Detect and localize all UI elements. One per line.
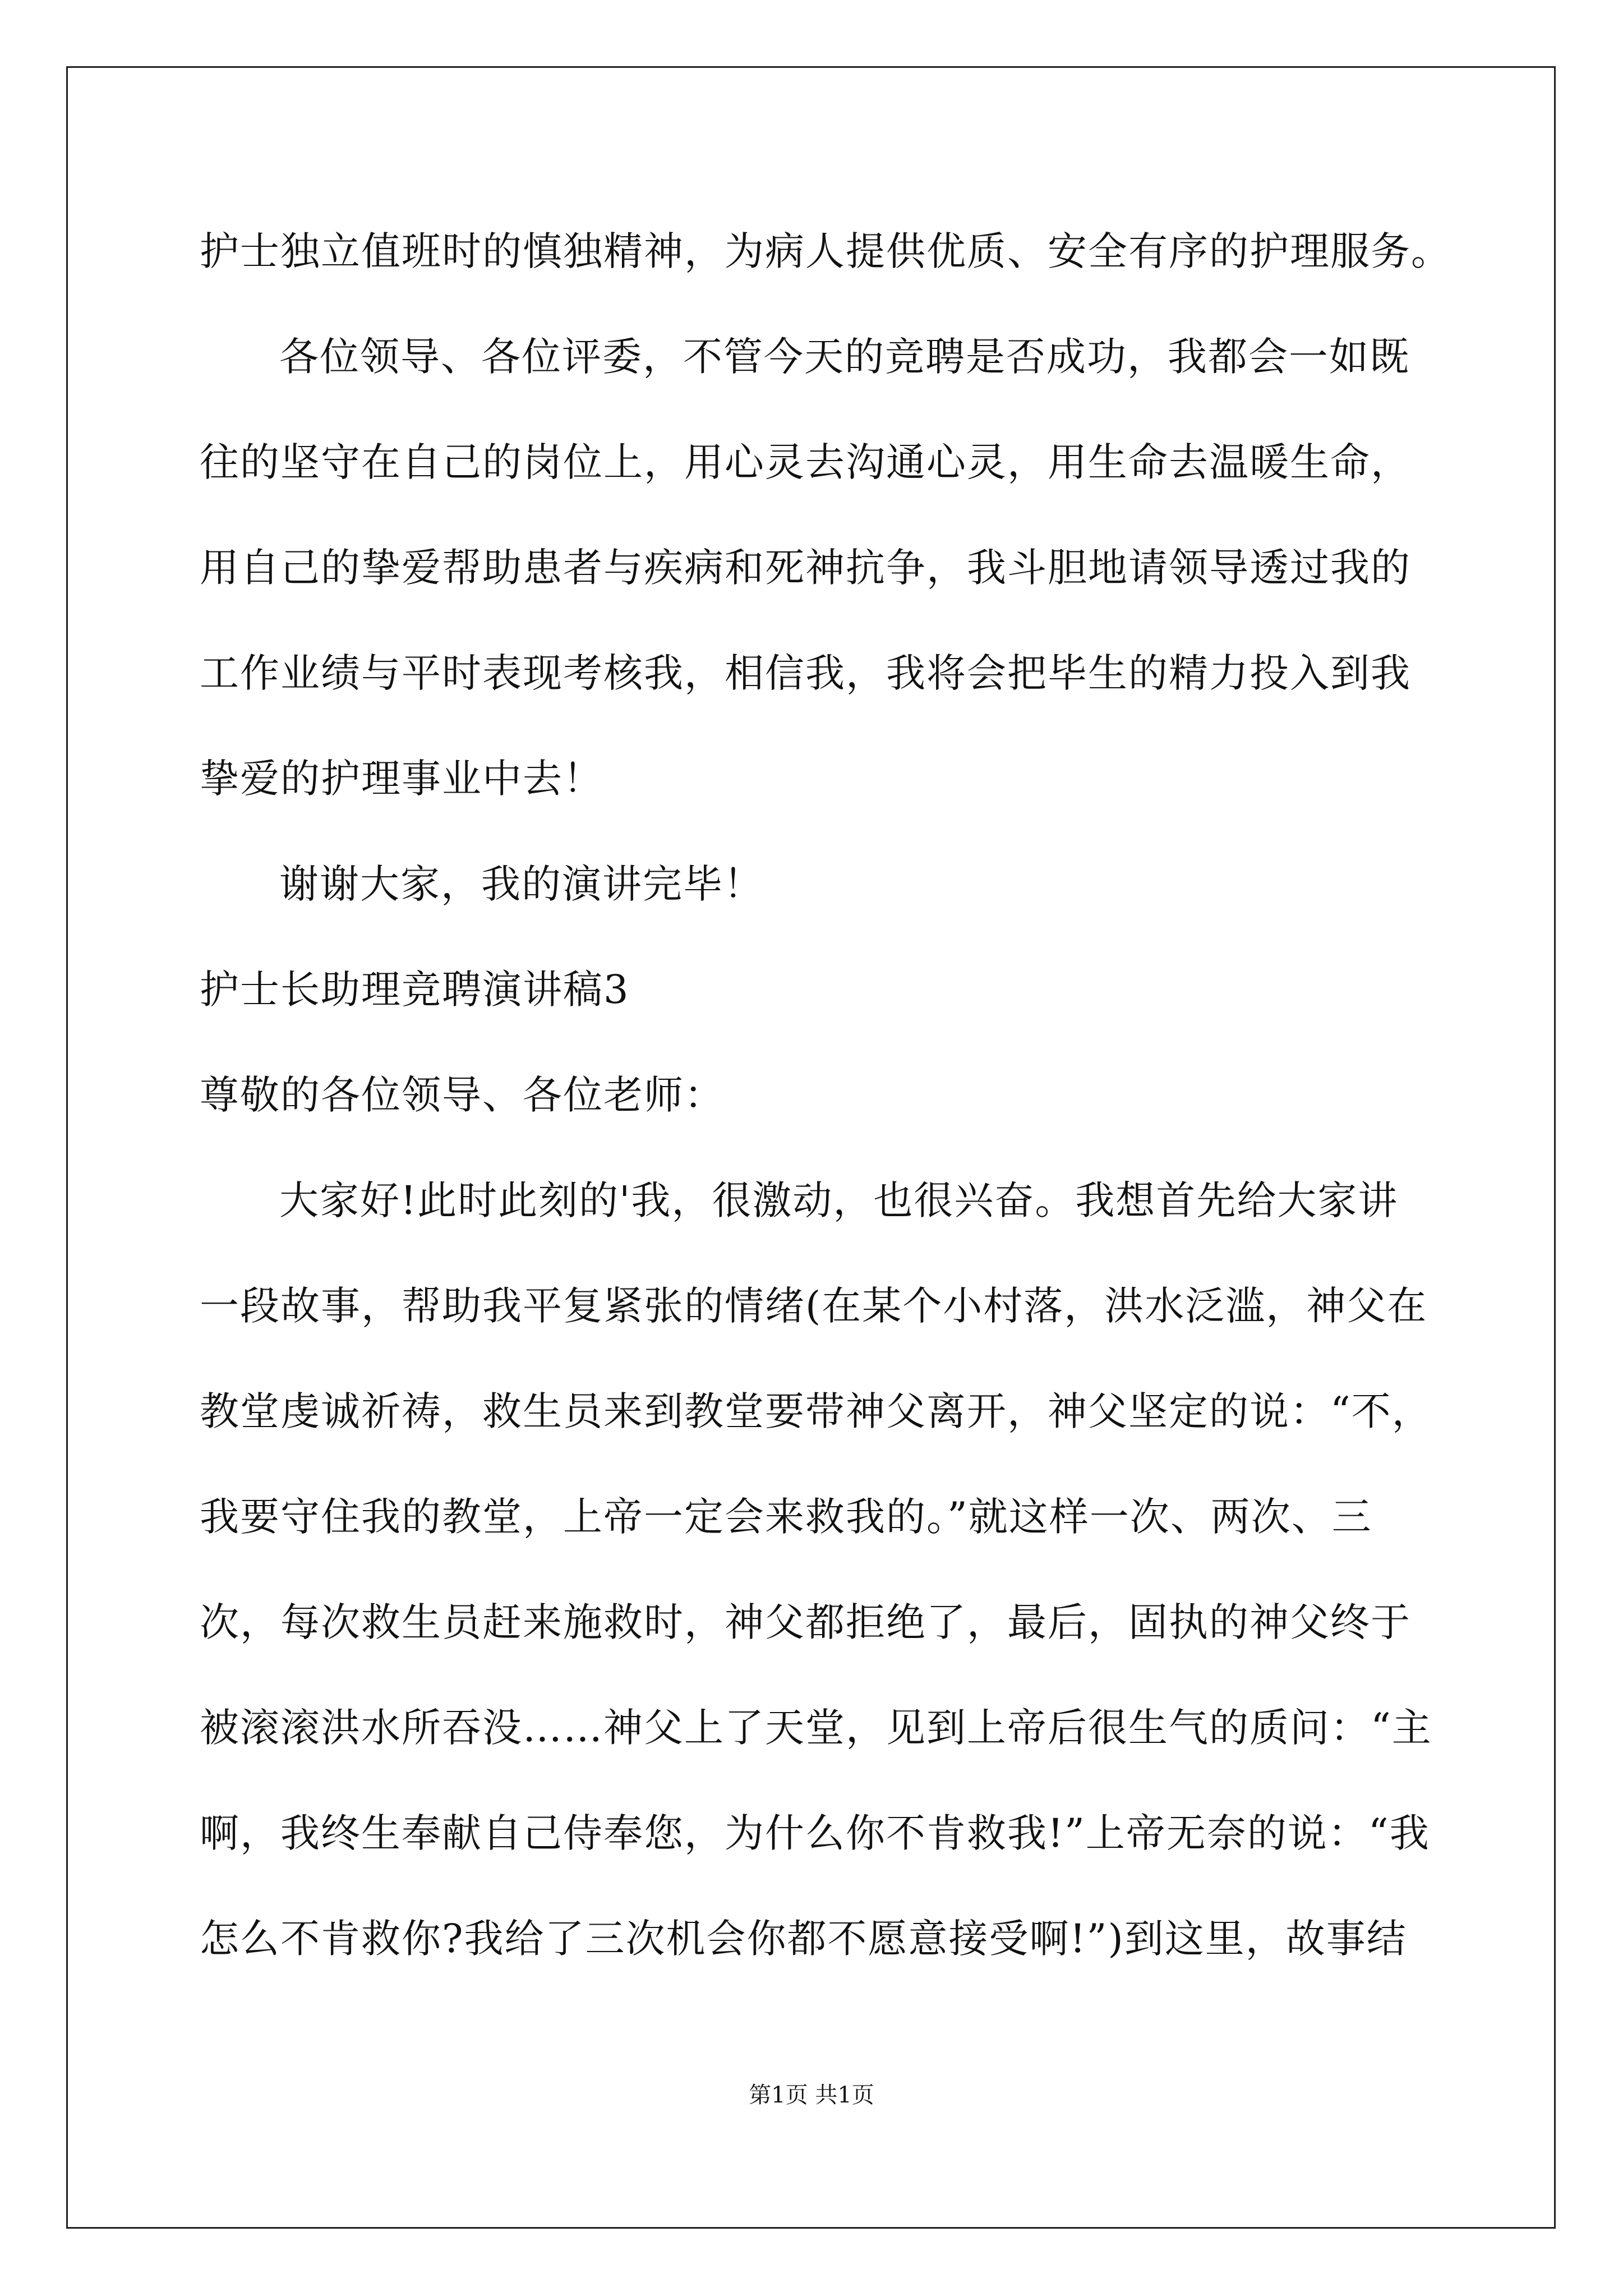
text-line: 往的坚守在自己的岗位上，用心灵去沟通心灵，用生命去温暖生命， — [200, 439, 1411, 485]
page-footer: 第1页 共1页 — [749, 2082, 874, 2108]
text-line: 大家好!此时此刻的'我，很激动，也很兴奋。我想首先给大家讲 — [279, 1177, 1399, 1223]
text-line: 怎么不肯救你?我给了三次机会你都不愿意接受啊!”)到这里，故事结 — [200, 1916, 1407, 1962]
text-line: 教堂虔诚祈祷，救生员来到教堂要带神父离开，神父坚定的说：“不， — [200, 1388, 1432, 1434]
text-line: 工作业绩与平时表现考核我，相信我，我将会把毕生的精力投入到我 — [200, 650, 1411, 696]
text-line: 用自己的挚爱帮助患者与疾病和死神抗争，我斗胆地请领导透过我的 — [200, 545, 1411, 591]
text-line: 被滚滚洪水所吞没……神父上了天堂，见到上帝后很生气的质问：“主 — [200, 1705, 1432, 1751]
text-line: 我要守住我的教堂，上帝一定会来救我的。”就这样一次、两次、三 — [200, 1494, 1372, 1540]
salutation: 尊敬的各位领导、各位老师： — [200, 1072, 725, 1118]
text-line: 一段故事，帮助我平复紧张的情绪(在某个小村落，洪水泛滥，神父在 — [200, 1283, 1428, 1329]
text-line: 护士独立值班时的慎独精神，为病人提供优质、安全有序的护理服务。 — [200, 228, 1451, 274]
text-line: 挚爱的护理事业中去！ — [200, 756, 603, 802]
text-line: 次，每次救生员赶来施救时，神父都拒绝了，最后，固执的神父终于 — [200, 1599, 1411, 1645]
text-line: 啊，我终生奉献自己侍奉您，为什么你不肯救我!”上帝无奈的说：“我 — [200, 1810, 1430, 1856]
section-heading: 护士长助理竞聘演讲稿3 — [200, 967, 630, 1013]
text-line: 各位领导、各位评委，不管今天的竞聘是否成功，我都会一如既 — [279, 334, 1410, 380]
page-border — [66, 66, 1556, 2229]
text-line: 谢谢大家，我的演讲完毕！ — [279, 861, 764, 907]
